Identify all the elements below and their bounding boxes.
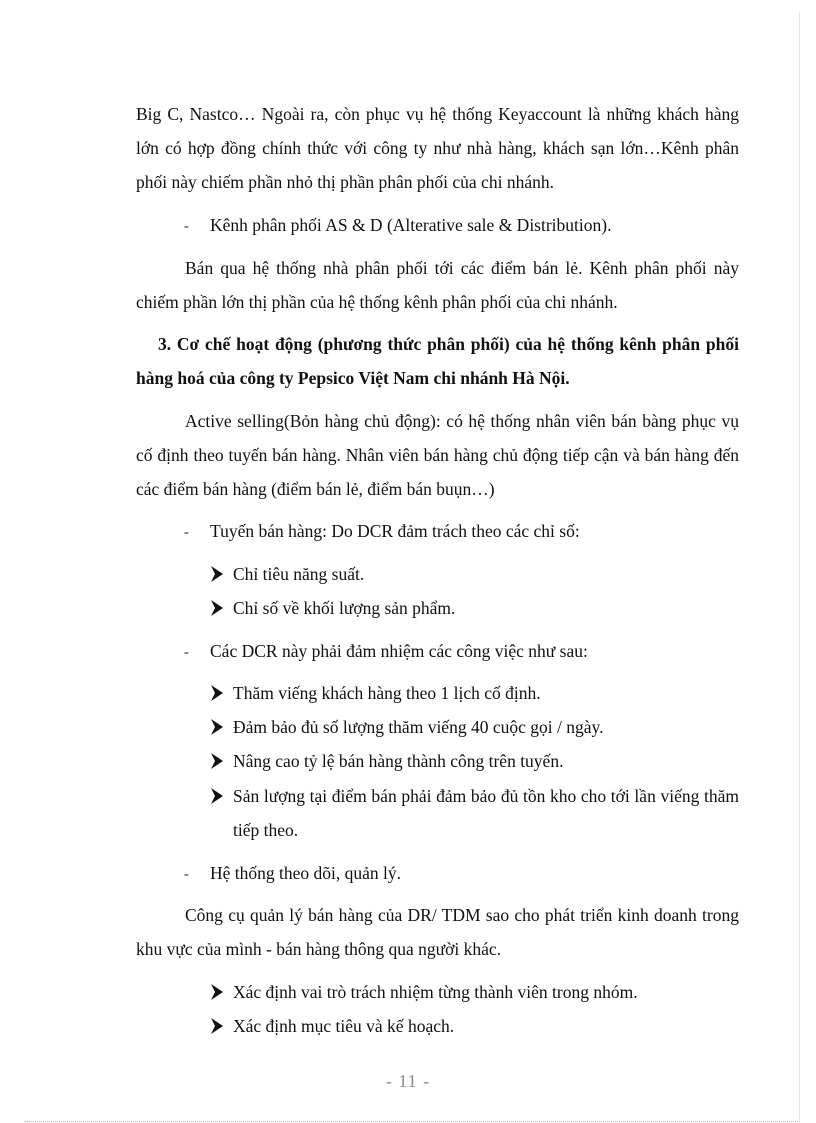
arrow-item-text: Thăm viếng khách hàng theo 1 lịch cố định. xyxy=(233,683,541,703)
page-number: - 11 - xyxy=(385,1071,431,1091)
arrow-item-text: Xác định vai trò trách nhiệm từng thành viên trong nhóm. xyxy=(233,982,638,1002)
paragraph-keyaccount: Big C, Nastco… Ngoài ra, còn phục vụ hệ thống Keyaccount là những khách hàng lớn có hợp đồng chính thức với công ty như nhà hàng, khách sạn lớn…Kênh phân phối này chiếm phần nhỏ thị phần phân phối của chi nhánh. xyxy=(136,104,739,192)
arrow-list-item xyxy=(208,975,739,1009)
arrow-bullet-icon xyxy=(208,557,226,591)
arrow-list-item xyxy=(208,557,739,591)
arrow-list-item xyxy=(208,779,739,847)
paragraph-management-tools: Công cụ quản lý bán hàng của DR/ TDM sao cho phát triển kinh doanh trong khu vực của mình - bán hàng thông qua người khác. xyxy=(136,905,739,959)
arrow-item-text: Chỉ số về khối lượng sản phẩm. xyxy=(233,598,456,618)
dash-bullet-icon: - xyxy=(184,219,189,234)
section-heading: 3. Cơ chế hoạt động (phương thức phân phối) của hệ thống kênh phân phối hàng hoá của công ty Pepsico Việt Nam chi nhánh Hà Nội. xyxy=(136,334,739,388)
paragraph-asd: Bán qua hệ thống nhà phân phối tới các điểm bán lẻ. Kênh phân phối này chiếm phần lớn thị phần của hệ thống kênh phân phối của chi nhánh. xyxy=(136,258,739,312)
arrow-list-item xyxy=(208,744,739,778)
arrow-bullet-icon xyxy=(208,676,226,710)
arrow-item-text: Đảm bảo đủ số lượng thăm viếng 40 cuộc gọi / ngày. xyxy=(233,717,604,737)
arrow-list-item xyxy=(208,710,739,744)
arrow-item-text: Xác định mục tiêu và kế hoạch. xyxy=(233,1016,455,1036)
arrow-bullet-icon xyxy=(208,744,226,778)
arrow-list-item xyxy=(208,676,739,710)
arrow-bullet-icon xyxy=(208,975,226,1009)
arrow-bullet-icon xyxy=(208,591,226,625)
arrow-bullet-icon xyxy=(208,1009,226,1043)
dash-item-text: Kênh phân phối AS & D (Alterative sale & Distribution). xyxy=(210,215,612,235)
arrow-item-text: Chỉ tiêu năng suất. xyxy=(233,564,365,584)
dash-bullet-icon: - xyxy=(184,525,189,540)
dash-bullet-icon: - xyxy=(184,867,189,882)
arrow-item-text: Nâng cao tỷ lệ bán hàng thành công trên tuyến. xyxy=(233,751,564,771)
paragraph-active-selling: Active selling(Bỏn hàng chủ động): có hệ thống nhân viên bán bàng phục vụ cố định theo tuyến bán hàng. Nhân viên bán hàng chủ động tiếp cận và bán hàng đến các điểm bán hàng (điểm bán lẻ, điểm bán buụn…) xyxy=(136,411,739,499)
arrow-bullet-icon xyxy=(208,779,226,813)
arrow-list-item xyxy=(208,1009,739,1043)
dash-item-text: Tuyến bán hàng: Do DCR đảm trách theo các chỉ số: xyxy=(210,521,580,541)
arrow-bullet-icon xyxy=(208,710,226,744)
arrow-item-text: Sản lượng tại điểm bán phải đảm bảo đủ tồn kho cho tới lần viếng thăm tiếp theo. xyxy=(233,786,739,840)
dash-item-text: Hệ thống theo dõi, quản lý. xyxy=(210,863,402,883)
arrow-list-item xyxy=(208,591,739,625)
dash-item-text: Các DCR này phải đảm nhiệm các công việc như sau: xyxy=(210,641,588,661)
dash-bullet-icon: - xyxy=(184,645,189,660)
